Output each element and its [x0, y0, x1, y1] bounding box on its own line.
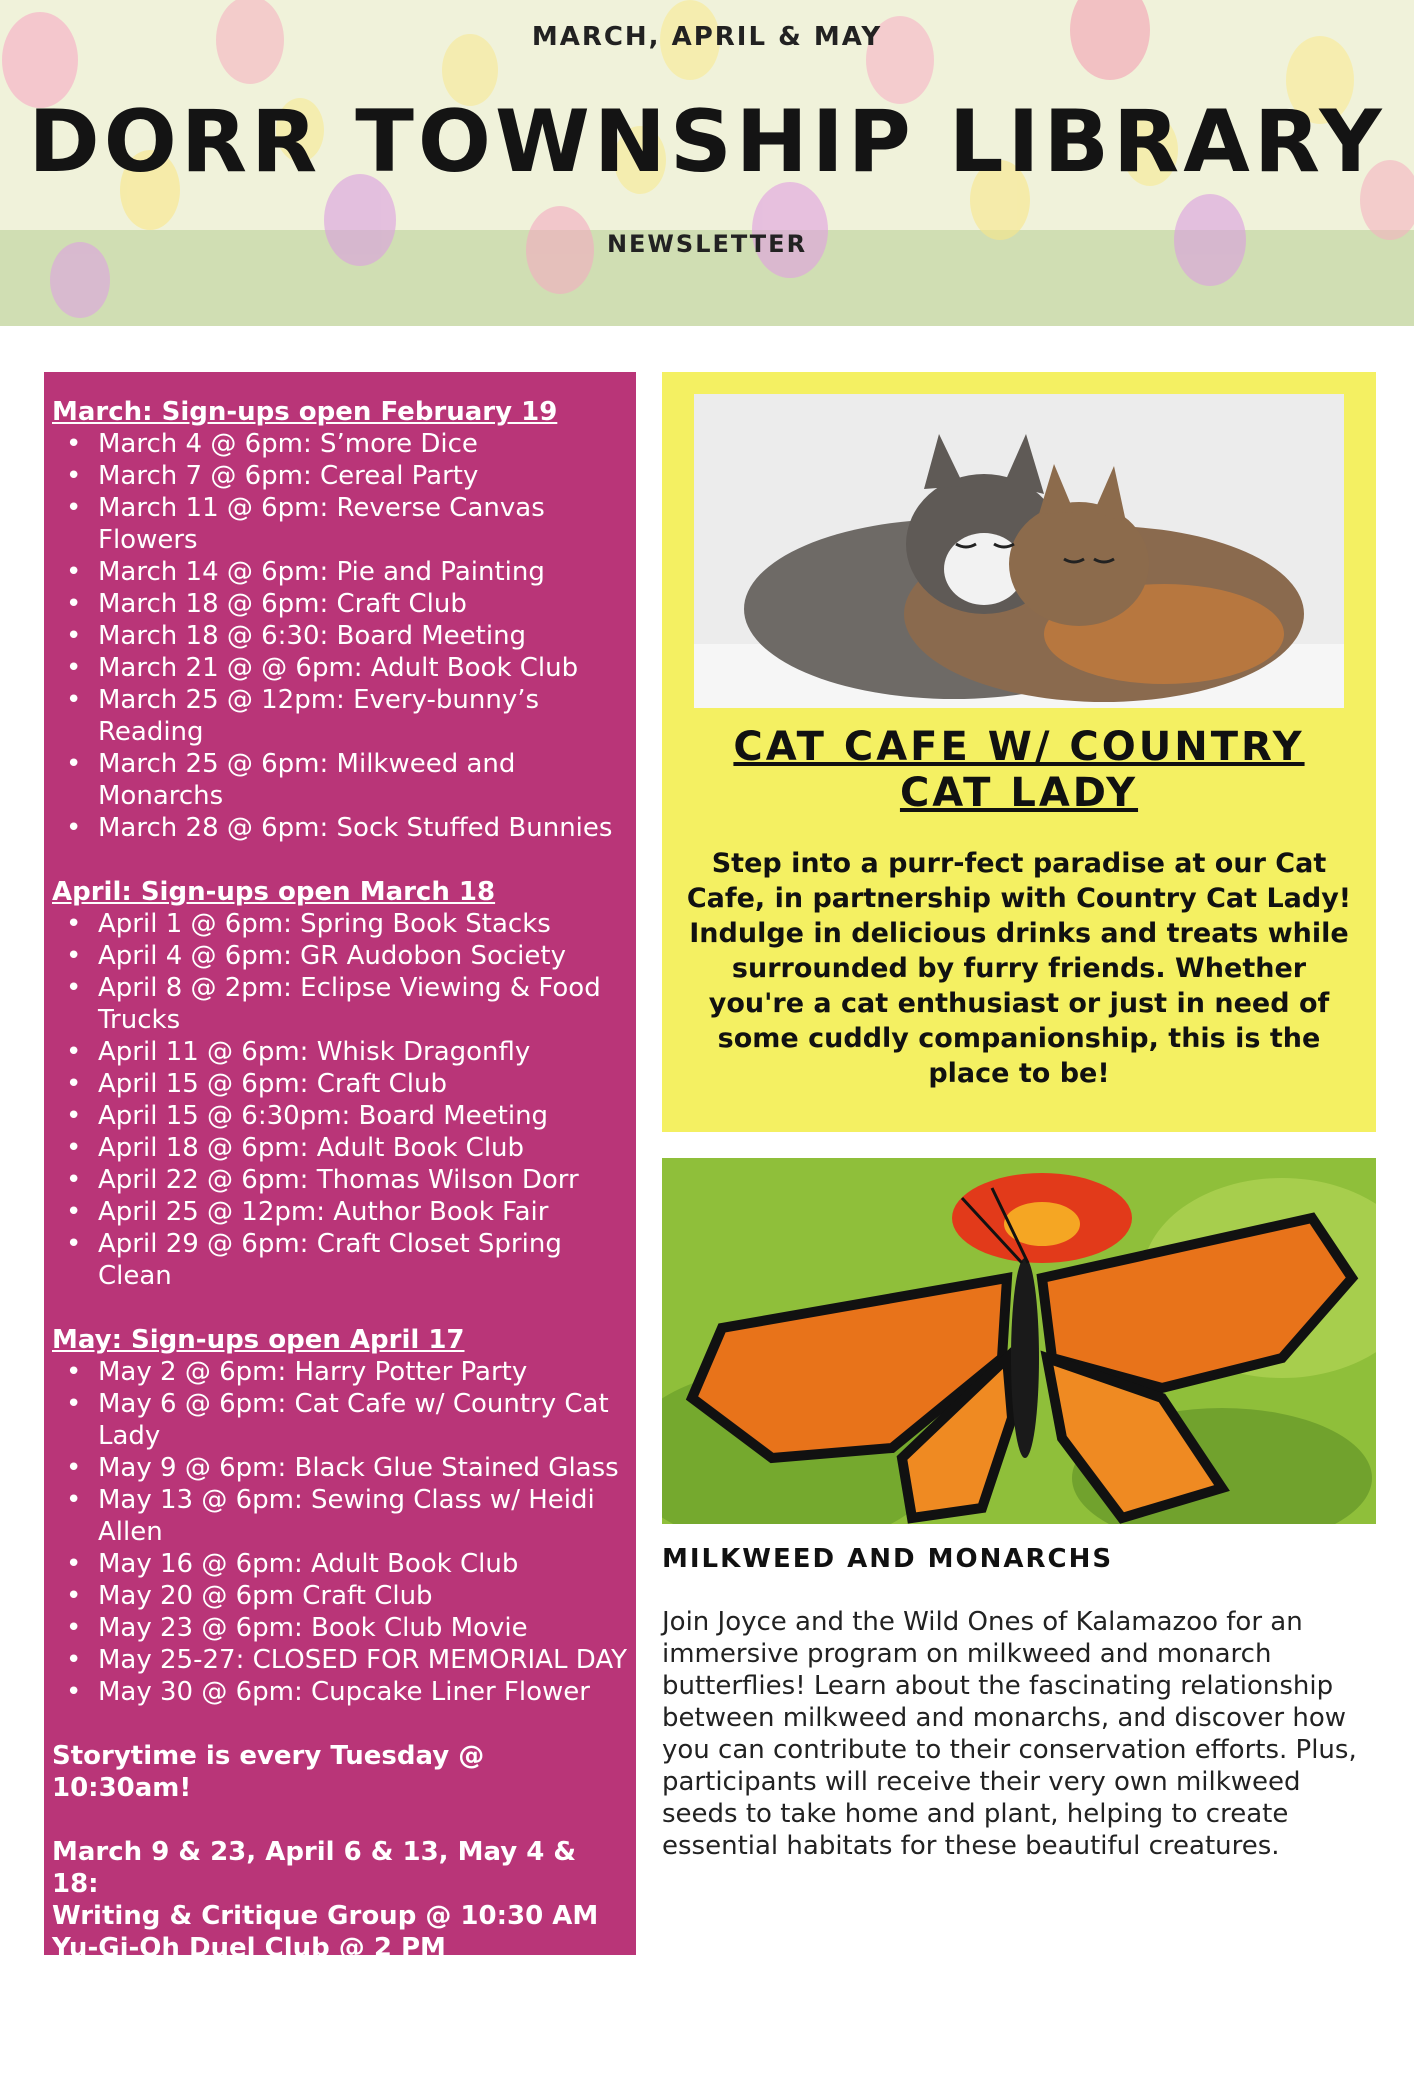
header-banner — [0, 0, 1414, 326]
list-item: • March 11 @ 6pm: Reverse Canvas Flowers — [52, 492, 628, 556]
list-item: • May 2 @ 6pm: Harry Potter Party — [52, 1356, 628, 1388]
list-item: • April 1 @ 6pm: Spring Book Stacks — [52, 908, 628, 940]
list-item: • May 20 @ 6pm Craft Club — [52, 1580, 628, 1612]
list-item: • May 25-27: CLOSED FOR MEMORIAL DAY — [52, 1644, 628, 1676]
list-item: • March 21 @ @ 6pm: Adult Book Club — [52, 652, 628, 684]
list-item: • April 25 @ 12pm: Author Book Fair — [52, 1196, 628, 1228]
list-item: • March 14 @ 6pm: Pie and Painting — [52, 556, 628, 588]
list-item: • May 6 @ 6pm: Cat Cafe w/ Country Cat Lady — [52, 1388, 628, 1452]
list-item: • March 7 @ 6pm: Cereal Party — [52, 460, 628, 492]
list-item: • March 25 @ 12pm: Every-bunny’s Reading — [52, 684, 628, 748]
monarch-butterfly-image — [662, 1158, 1376, 1524]
list-item: • May 30 @ 6pm: Cupcake Liner Flower — [52, 1676, 628, 1708]
schedule-content — [52, 396, 628, 2092]
butterfly-photo — [662, 1158, 1376, 1524]
list-item: • May 13 @ 6pm: Sewing Class w/ Heidi Allen — [52, 1484, 628, 1548]
recurring-groups-note — [52, 1836, 628, 1964]
milkweed-description: Join Joyce and the Wild Ones of Kalamazoo for an immersive program on milkweed and monarch butterflies! Learn about the fascinating relationship between milkweed and monarchs, and discover how you can contribute to their conservation efforts. Plus, participants will receive their very own milkweed seeds to take home and plant, helping to create essential habitats for these beautiful creatures. — [662, 1607, 1357, 1861]
cat-cafe-title — [702, 724, 1336, 816]
list-item: • April 4 @ 6pm: GR Audobon Society — [52, 940, 628, 972]
list-item: • March 28 @ 6pm: Sock Stuffed Bunnies — [52, 812, 628, 844]
recurring-dates: March 9 & 23, April 6 & 13, May 4 & 18: — [52, 1837, 577, 1899]
season-label: MARCH, APRIL & MAY — [531, 22, 883, 52]
list-item: • April 18 @ 6pm: Adult Book Club — [52, 1132, 628, 1164]
cat-cafe-title-line1: CAT CAFE W/ COUNTRY — [733, 724, 1305, 770]
newsletter-label: NEWSLETTER — [606, 230, 808, 258]
cat-photo — [694, 394, 1344, 708]
list-item: • April 8 @ 2pm: Eclipse Viewing & Food Trucks — [52, 972, 628, 1036]
cat-cafe-description: Step into a purr-fect paradise at our Cat Cafe, in partnership with Country Cat Lady! Indulge in delicious drinks and treats while surrounded by furry friends. Whether you're a cat enthusiast or just in need of some cuddly companionship, this is the place to be! — [686, 848, 1352, 1089]
cat-cafe-title-line2: CAT LADY — [899, 770, 1139, 816]
list-item: • April 15 @ 6:30pm: Board Meeting — [52, 1100, 628, 1132]
list-item: • April 22 @ 6pm: Thomas Wilson Dorr — [52, 1164, 628, 1196]
writing-group-line: Writing & Critique Group @ 10:30 AM — [52, 1901, 599, 1931]
list-item: • April 11 @ 6pm: Whisk Dragonfly — [52, 1036, 628, 1068]
list-item: • March 25 @ 6pm: Milkweed and Monarchs — [52, 748, 628, 812]
list-item: • March 18 @ 6pm: Craft Club — [52, 588, 628, 620]
list-item: • April 29 @ 6pm: Craft Closet Spring Clean — [52, 1228, 628, 1292]
list-item: • May 16 @ 6pm: Adult Book Club — [52, 1548, 628, 1580]
cat-cafe-card — [662, 372, 1376, 1132]
april-event-list — [52, 908, 628, 1292]
storytime-note: Storytime is every Tuesday @ 10:30am! — [52, 1741, 485, 1803]
duel-club-line: Yu-Gi-Oh Duel Club @ 2 PM — [52, 1933, 446, 1963]
cats-image — [694, 394, 1344, 708]
list-item: • March 18 @ 6:30: Board Meeting — [52, 620, 628, 652]
list-item: • May 9 @ 6pm: Black Glue Stained Glass — [52, 1452, 628, 1484]
signup-note: All programs must be signed up for ahead of time. Please call 616-681-9678 to sign up. — [52, 1997, 601, 2091]
april-heading: April: Sign-ups open March 18 — [52, 877, 496, 907]
list-item: • May 23 @ 6pm: Book Club Movie — [52, 1612, 628, 1644]
may-event-list — [52, 1356, 628, 1708]
library-title: DORR TOWNSHIP LIBRARY — [28, 92, 1386, 192]
march-event-list — [52, 428, 628, 844]
may-heading: May: Sign-ups open April 17 — [52, 1325, 465, 1355]
list-item: • April 15 @ 6pm: Craft Club — [52, 1068, 628, 1100]
schedule-panel — [44, 372, 636, 2091]
march-heading: March: Sign-ups open February 19 — [52, 397, 558, 427]
milkweed-title: MILKWEED AND MONARCHS — [662, 1544, 1114, 1574]
list-item: • March 4 @ 6pm: S’more Dice — [52, 428, 628, 460]
